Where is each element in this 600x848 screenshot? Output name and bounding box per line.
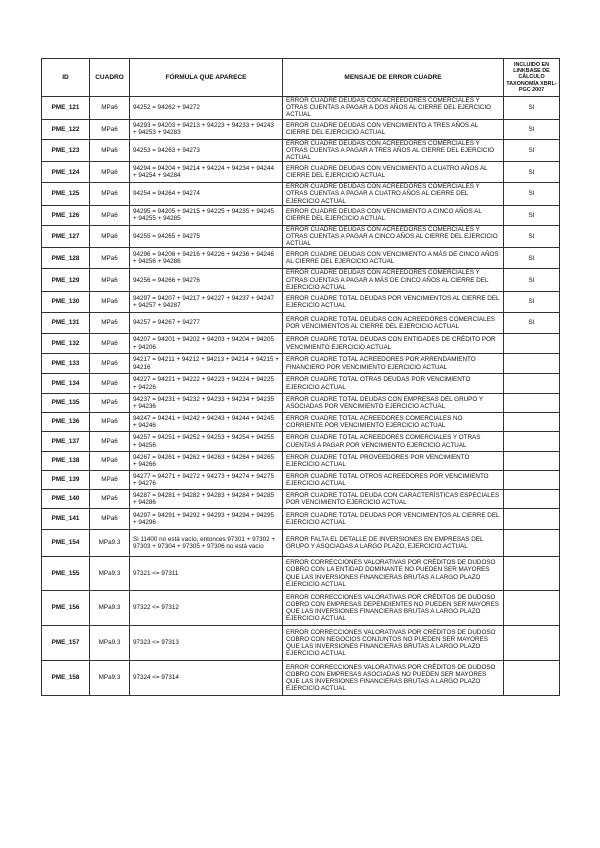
cell-cuadro: MPa6 xyxy=(90,394,130,413)
table-row xyxy=(42,530,560,557)
cell-id: PME_122 xyxy=(42,119,90,139)
cell-mensaje: ERROR CUADRE TOTAL DEUDAS POR VENCIMIENTOS AL CIERRE DEL EJERCICIO ACTUAL xyxy=(283,292,504,313)
cell-formula: 94237 = 94231 + 94232 + 94233 + 94234 + 94235 + 94236 xyxy=(130,394,283,413)
cell-cuadro: MPa6 xyxy=(90,374,130,394)
cell-incluido xyxy=(504,354,560,374)
cell-mensaje: ERROR CORRECCIONES VALORATIVAS POR CRÉDITOS DE DUDOSO COBRO CON NEGOCIOS CONJUNTOS NO PUEDEN SER MAYORES QUE LAS INVERSIONES FINANCIERAS BRUTAS A LARGO PLAZO EJERCICIO ACTUAL xyxy=(283,626,504,661)
cell-id: PME_135 xyxy=(42,394,90,413)
table-body xyxy=(42,97,560,696)
cell-formula: 97324 <= 97314 xyxy=(130,661,283,696)
cell-mensaje: ERROR CUADRE TOTAL DEUDAS POR VENCIMIENTOS AL CIERRE DEL EJERCICIO ACTUAL xyxy=(283,509,504,530)
cell-mensaje: ERROR CUADRE TOTAL OTRAS DEUDAS POR VENCIMIENTO EJERCICIO ACTUAL xyxy=(283,374,504,394)
table-row xyxy=(42,394,560,413)
cell-incluido: SI xyxy=(504,183,560,206)
cell-id: PME_140 xyxy=(42,490,90,509)
cell-formula: 94287 = 94281 + 94282 + 94283 + 94284 + 94285 + 94286 xyxy=(130,490,283,509)
table-row xyxy=(42,374,560,394)
header-incluido: INCLUIDO EN LINKBASE DE CÁLCULO TAXONOMÍA XBRL-PGC 2007 xyxy=(504,59,560,97)
cell-incluido xyxy=(504,626,560,661)
cell-formula: 94267 = 94261 + 94262 + 94263 + 94264 + 94265 + 94266 xyxy=(130,452,283,471)
cell-cuadro: MPa6 xyxy=(90,432,130,452)
table-row xyxy=(42,452,560,471)
cell-formula: 94253 = 94263 + 94273 xyxy=(130,139,283,162)
header-cuadro: CUADRO xyxy=(90,59,130,97)
cell-incluido xyxy=(504,557,560,591)
cell-id: PME_127 xyxy=(42,225,90,248)
cell-mensaje: ERROR CUADRE DEUDAS CON ACREEDORES COMERCIALES Y OTRAS CUENTAS A PAGAR A TRES AÑOS AL CIERRE DEL EJERCICIO ACTUAL xyxy=(283,139,504,162)
cell-formula: 94247 = 94241 + 94242 + 94243 + 94244 + 94245 + 94246 xyxy=(130,413,283,432)
cell-incluido xyxy=(504,490,560,509)
table-row xyxy=(42,432,560,452)
cell-id: PME_133 xyxy=(42,354,90,374)
cell-incluido: SI xyxy=(504,269,560,292)
cell-incluido: SI xyxy=(504,97,560,120)
table-row xyxy=(42,471,560,490)
cell-mensaje: ERROR CUADRE TOTAL ACREEDORES POR ARRENDAMIENTO FINANCIERO POR VENCIMIENTO EJERCICIO ACTUAL xyxy=(283,354,504,374)
cell-mensaje: ERROR CUADRE DEUDAS CON ACREEDORES COMERCIALES Y OTRAS CUENTAS A PAGAR A DOS AÑOS AL CIERRE DEL EJERCICIO ACTUAL xyxy=(283,97,504,120)
cell-formula: Si 11400 no está vacío, entonces 97301 + 97302 + 97303 + 97304 + 97305 + 97306 no está vacío xyxy=(130,530,283,557)
cell-formula: 94277 = 94271 + 94272 + 94273 + 94274 + 94275 + 94276 xyxy=(130,471,283,490)
cell-id: PME_156 xyxy=(42,591,90,626)
cell-incluido xyxy=(504,591,560,626)
cell-mensaje: ERROR FALTA EL DETALLE DE INVERSIONES EN EMPRESAS DEL GRUPO Y ASOCIADAS A LARGO PLAZO, EJERCICIO ACTUAL xyxy=(283,530,504,557)
cell-cuadro: MPa6 xyxy=(90,162,130,183)
cell-cuadro: MPa6 xyxy=(90,269,130,292)
table-row xyxy=(42,334,560,354)
table-row xyxy=(42,248,560,269)
table-row xyxy=(42,97,560,120)
cell-formula: 94257 = 94267 + 94277 xyxy=(130,313,283,334)
cell-cuadro: MPa6 xyxy=(90,119,130,139)
cell-incluido xyxy=(504,334,560,354)
cell-mensaje: ERROR CUADRE DEUDAS CON VENCIMIENTO A CINCO AÑOS AL CIERRE DEL EJERCICIO ACTUAL xyxy=(283,205,504,225)
cell-id: PME_131 xyxy=(42,313,90,334)
cell-formula: 97322 <= 97312 xyxy=(130,591,283,626)
cell-cuadro: MPa6 xyxy=(90,183,130,206)
cell-mensaje: ERROR CORRECCIONES VALORATIVAS POR CRÉDITOS DE DUDOSO COBRO CON EMPRESAS ASOCIADAS NO PUEDEN SER MAYORES QUE LAS INVERSIONES FINANCIERAS BRUTAS A LARGO PLAZO EJERCICIO ACTUAL xyxy=(283,661,504,696)
cell-incluido xyxy=(504,509,560,530)
cell-formula: 94252 = 94262 + 94272 xyxy=(130,97,283,120)
table-row xyxy=(42,626,560,661)
cell-formula: 94293 = 94203 + 94213 + 94223 + 94233 + 94243 + 94253 + 94283 xyxy=(130,119,283,139)
table-row xyxy=(42,183,560,206)
cell-formula: 94227 = 94221 + 94222 + 94223 + 94224 + 94225 + 94226 xyxy=(130,374,283,394)
validation-rules-page xyxy=(41,58,560,696)
cell-mensaje: ERROR CUADRE TOTAL PROVEEDORES POR VENCIMIENTO EJERCICIO ACTUAL xyxy=(283,452,504,471)
table-row xyxy=(42,269,560,292)
cell-formula: 94207 = 94201 + 94202 + 94203 + 94204 + 94205 + 94206 xyxy=(130,334,283,354)
cell-mensaje: ERROR CORRECCIONES VALORATIVAS POR CRÉDITOS DE DUDOSO COBRO CON LA ENTIDAD DOMINANTE NO PUEDEN SER MAYORES QUE LAS INVERSIONES FINANCIERAS BRUTAS A LARGO PLAZO EJERCICIO ACTUAL xyxy=(283,557,504,591)
cell-incluido: SI xyxy=(504,205,560,225)
cell-cuadro: MPa6 xyxy=(90,471,130,490)
cell-incluido: SI xyxy=(504,225,560,248)
cell-mensaje: ERROR CUADRE TOTAL DEUDAS CON ACREEDORES COMERCIALES POR VENCIMIENTOS AL CIERRE DEL EJERCICIO ACTUAL xyxy=(283,313,504,334)
cell-incluido: SI xyxy=(504,162,560,183)
table-row xyxy=(42,661,560,696)
cell-incluido: SI xyxy=(504,248,560,269)
cell-cuadro: MPa6 xyxy=(90,354,130,374)
cell-formula: 94296 = 94206 + 94216 + 94226 + 94236 + 94246 + 94256 + 94286 xyxy=(130,248,283,269)
table-row xyxy=(42,509,560,530)
cell-incluido: SI xyxy=(504,292,560,313)
cell-id: PME_158 xyxy=(42,661,90,696)
cell-id: PME_141 xyxy=(42,509,90,530)
cell-id: PME_155 xyxy=(42,557,90,591)
cell-id: PME_137 xyxy=(42,432,90,452)
cell-mensaje: ERROR CUADRE DEUDAS CON ACREEDORES COMERCIALES Y OTRAS CUENTAS A PAGAR A MÁS DE CINCO AÑOS AL CIERRE DEL EJERCICIO ACTUAL xyxy=(283,269,504,292)
cell-cuadro: MPa9.3 xyxy=(90,591,130,626)
table-row xyxy=(42,205,560,225)
cell-id: PME_138 xyxy=(42,452,90,471)
cell-cuadro: MPa6 xyxy=(90,225,130,248)
cell-mensaje: ERROR CUADRE TOTAL ACREEDORES COMERCIALES NO CORRIENTE POR VENCIMIENTO EJERCICIO ACTUAL xyxy=(283,413,504,432)
cell-cuadro: MPa6 xyxy=(90,139,130,162)
cell-cuadro: MPa6 xyxy=(90,292,130,313)
cell-mensaje: ERROR CUADRE DEUDAS CON VENCIMIENTO A CUATRO AÑOS AL CIERRE DEL EJERCICIO ACTUAL xyxy=(283,162,504,183)
table-row xyxy=(42,292,560,313)
cell-id: PME_121 xyxy=(42,97,90,120)
cell-incluido: SI xyxy=(504,313,560,334)
cell-id: PME_129 xyxy=(42,269,90,292)
cell-incluido xyxy=(504,530,560,557)
cell-formula: 94255 = 94265 + 94275 xyxy=(130,225,283,248)
cell-cuadro: MPa9.3 xyxy=(90,530,130,557)
cell-incluido xyxy=(504,471,560,490)
cell-incluido xyxy=(504,661,560,696)
cell-id: PME_154 xyxy=(42,530,90,557)
cell-cuadro: MPa9.3 xyxy=(90,557,130,591)
cell-incluido xyxy=(504,413,560,432)
cell-id: PME_132 xyxy=(42,334,90,354)
table-row xyxy=(42,490,560,509)
table-row xyxy=(42,119,560,139)
cell-formula: 94256 = 94266 + 94276 xyxy=(130,269,283,292)
cell-id: PME_124 xyxy=(42,162,90,183)
cell-id: PME_157 xyxy=(42,626,90,661)
cell-formula: 97323 <= 97313 xyxy=(130,626,283,661)
cell-incluido: SI xyxy=(504,119,560,139)
cell-id: PME_134 xyxy=(42,374,90,394)
cell-mensaje: ERROR CUADRE TOTAL ACREEDORES COMERCIALES Y OTRAS CUENTAS A PAGAR POR VENCIMIENTO EJERCICIO ACTUAL xyxy=(283,432,504,452)
cell-id: PME_136 xyxy=(42,413,90,432)
table-row xyxy=(42,139,560,162)
cell-incluido xyxy=(504,432,560,452)
table-row xyxy=(42,557,560,591)
cell-cuadro: MPa6 xyxy=(90,413,130,432)
cell-formula: 94294 = 94204 + 94214 + 94224 + 94234 + 94244 + 94254 + 94284 xyxy=(130,162,283,183)
cell-formula: 97321 <= 97311 xyxy=(130,557,283,591)
header-formula: FÓRMULA QUE APARECE xyxy=(130,59,283,97)
cell-id: PME_128 xyxy=(42,248,90,269)
cell-id: PME_125 xyxy=(42,183,90,206)
cell-mensaje: ERROR CUADRE DEUDAS CON ACREEDORES COMERCIALES Y OTRAS CUENTAS A PAGAR A CUATRO AÑOS AL CIERRE DEL EJERCICIO ACTUAL xyxy=(283,183,504,206)
cell-id: PME_130 xyxy=(42,292,90,313)
cell-cuadro: MPa6 xyxy=(90,205,130,225)
header-id: ID xyxy=(42,59,90,97)
table-row xyxy=(42,313,560,334)
cell-incluido xyxy=(504,374,560,394)
cell-cuadro: MPa6 xyxy=(90,97,130,120)
cell-incluido xyxy=(504,394,560,413)
cell-mensaje: ERROR CUADRE TOTAL DEUDAS CON EMPRESAS DEL GRUPO Y ASOCIADAS POR VENCIMIENTO EJERCICIO ACTUAL xyxy=(283,394,504,413)
cell-cuadro: MPa6 xyxy=(90,334,130,354)
validation-rules-table xyxy=(41,58,560,696)
table-header-row xyxy=(42,59,560,97)
table-row xyxy=(42,413,560,432)
cell-mensaje: ERROR CUADRE DEUDAS CON ACREEDORES COMERCIALES Y OTRAS CUENTAS A PAGAR A CINCO AÑOS AL CIERRE DEL EJERCICIO ACTUAL xyxy=(283,225,504,248)
cell-formula: 94297 = 94207 + 94217 + 94227 + 94237 + 94247 + 94257 + 94287 xyxy=(130,292,283,313)
cell-id: PME_126 xyxy=(42,205,90,225)
cell-cuadro: MPa9.3 xyxy=(90,626,130,661)
cell-id: PME_123 xyxy=(42,139,90,162)
cell-cuadro: MPa6 xyxy=(90,452,130,471)
cell-cuadro: MPa9.3 xyxy=(90,661,130,696)
header-mensaje: MENSAJE DE ERROR CUADRE xyxy=(283,59,504,97)
table-row xyxy=(42,225,560,248)
cell-cuadro: MPa6 xyxy=(90,313,130,334)
cell-mensaje: ERROR CUADRE DEUDAS CON VENCIMIENTO A MÁS DE CINCO AÑOS AL CIERRE DEL EJERCICIO ACTUAL xyxy=(283,248,504,269)
cell-formula: 94297 = 94291 + 94292 + 94293 + 94294 + 94295 + 94296 xyxy=(130,509,283,530)
cell-mensaje: ERROR CUADRE TOTAL DEUDAS CON ENTIDADES DE CRÉDITO POR VENCIMIENTO EJERCICIO ACTUAL xyxy=(283,334,504,354)
cell-id: PME_139 xyxy=(42,471,90,490)
cell-incluido xyxy=(504,452,560,471)
table-row xyxy=(42,591,560,626)
cell-formula: 94257 = 94251 + 94252 + 94253 + 94254 + 94255 + 94256 xyxy=(130,432,283,452)
cell-mensaje: ERROR CUADRE TOTAL OTROS ACREEDORES POR VENCIMIENTO EJERCICIO ACTUAL xyxy=(283,471,504,490)
cell-formula: 94295 = 94205 + 94215 + 94225 + 94235 + 94245 + 94255 + 94285 xyxy=(130,205,283,225)
cell-mensaje: ERROR CORRECCIONES VALORATIVAS POR CRÉDITOS DE DUDOSO COBRO CON EMPRESAS DEPENDIENTES NO PUEDEN SER MAYORES QUE LAS INVERSIONES FINANCIERAS BRUTAS A LARGO PLAZO EJERCICIO ACTUAL xyxy=(283,591,504,626)
cell-cuadro: MPa6 xyxy=(90,248,130,269)
table-row xyxy=(42,162,560,183)
cell-mensaje: ERROR CUADRE DEUDAS CON VENCIMIENTO A TRES AÑOS AL CIERRE DEL EJERCICIO ACTUAL xyxy=(283,119,504,139)
cell-formula: 94254 = 94264 + 94274 xyxy=(130,183,283,206)
cell-cuadro: MPa6 xyxy=(90,490,130,509)
cell-mensaje: ERROR CUADRE TOTAL DEUDA CON CARACTERÍSTICAS ESPECIALES POR VENCIMIENTO EJERCICIO ACTUAL xyxy=(283,490,504,509)
cell-formula: 94217 = 94211 + 94212 + 94213 + 94214 + 94215 + 94216 xyxy=(130,354,283,374)
cell-cuadro: MPa6 xyxy=(90,509,130,530)
table-row xyxy=(42,354,560,374)
cell-incluido: SI xyxy=(504,139,560,162)
